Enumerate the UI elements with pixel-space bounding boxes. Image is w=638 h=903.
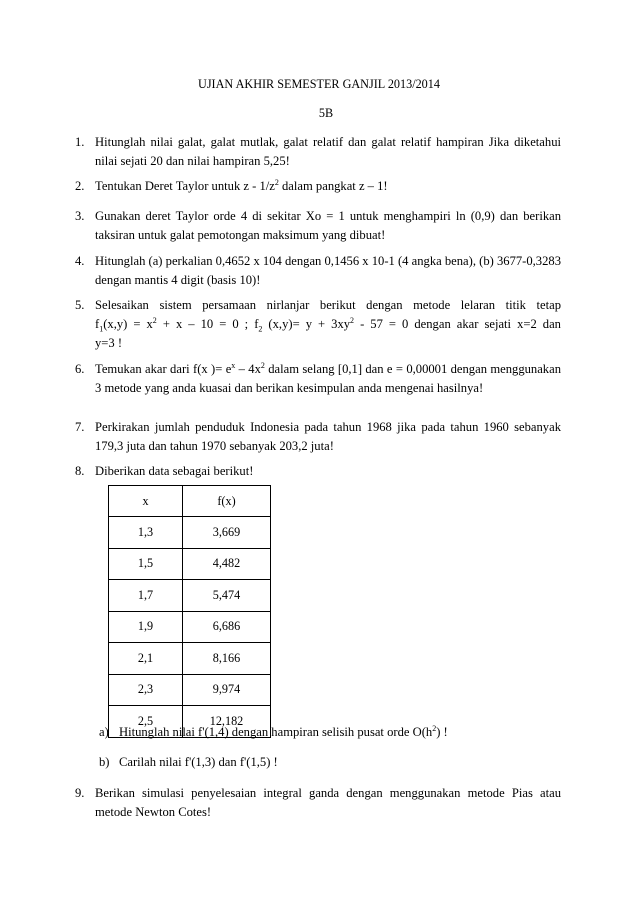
table-row (109, 580, 271, 612)
function-name: f (95, 317, 100, 331)
question-number: 8. (75, 464, 85, 478)
question-2 (75, 177, 561, 196)
exponent: 2 (350, 315, 355, 325)
question-4 (75, 252, 561, 290)
subquestion-a (99, 723, 559, 742)
question-text: Diberikan data sebagai berikut! (95, 464, 254, 478)
question-text (95, 360, 561, 398)
question-number: 7. (75, 420, 85, 434)
exponent: 2 (274, 177, 279, 187)
subquestion-letter: b) (99, 755, 110, 769)
question-text: Hitunglah (a) perkalian 0,4652 x 104 dengan 0,1456 x 10-1 (4 angka bena), (b) 3677-0,3283 dengan mantis 4 digit (basis 10)! (95, 254, 561, 287)
exam-code-text: 5B (318, 106, 334, 120)
table-row (109, 674, 271, 706)
exponent: x (231, 360, 236, 370)
question-number: 9. (75, 786, 85, 800)
cell-x: 2,3 (109, 674, 183, 706)
question-text-line: y=3 ! (95, 336, 123, 350)
cell-x: 1,7 (109, 580, 183, 612)
exponent: 2 (260, 360, 265, 370)
data-table (108, 485, 271, 738)
equation-part: (x,y)= y + 3xy (262, 317, 351, 331)
cell-fx: 9,974 (183, 674, 271, 706)
cell-x: 1,9 (109, 611, 183, 643)
cell-fx: 12,182 (183, 706, 271, 738)
cell-x: 1,3 (109, 517, 183, 549)
equation-part: + x – 10 = 0 ; f (156, 317, 259, 331)
cell-fx: 8,166 (183, 643, 271, 675)
subquestion-b (99, 753, 559, 772)
cell-fx: 5,474 (183, 580, 271, 612)
cell-x: 2,1 (109, 643, 183, 675)
question-text-part: dalam selang [0,1] dan e = 0,00001 dengan menggunakan 3 metode yang anda kuasai dan berikan kesimpulan anda mengenai hasilnya! (95, 362, 561, 395)
question-text-line: Selesaikan sistem persamaan nirlanjar berikut dengan metode lelaran titik tetap (95, 298, 561, 312)
question-3 (75, 207, 561, 245)
question-1 (75, 133, 561, 171)
subscript: 1 (99, 324, 104, 334)
subscript: 2 (258, 324, 263, 334)
table-row (109, 611, 271, 643)
question-text-part: – 4x (235, 362, 261, 376)
subquestion-text (119, 723, 559, 742)
equation-part: (x,y) = x (103, 317, 153, 331)
exponent: 2 (432, 723, 437, 733)
question-number: 4. (75, 254, 85, 268)
question-number: 5. (75, 298, 85, 312)
question-9 (75, 784, 561, 822)
question-text-part: dalam pangkat z – 1! (278, 179, 388, 193)
table-row (109, 548, 271, 580)
question-7 (75, 418, 561, 456)
question-6 (75, 360, 561, 398)
cell-x: 2,5 (109, 706, 183, 738)
question-number: 1. (75, 135, 85, 149)
column-header-fx: f(x) (183, 486, 271, 517)
subquestion-letter: a) (99, 725, 109, 739)
question-text (95, 177, 561, 196)
question-text: Berikan simulasi penyelesaian integral ganda dengan menggunakan metode Pias atau metode Newton Cotes! (95, 786, 561, 819)
question-text-part: Temukan akar dari f(x )= e (95, 362, 232, 376)
cell-fx: 3,669 (183, 517, 271, 549)
table-row (109, 517, 271, 549)
question-text: Perkirakan jumlah penduduk Indonesia pada tahun 1968 jika pada tahun 1960 sebanyak 179,3 juta dan tahun 1970 sebanyak 203,2 juta! (95, 420, 561, 453)
question-text-part: Tentukan Deret Taylor untuk z - 1/z (95, 179, 275, 193)
question-number: 3. (75, 209, 85, 223)
cell-fx: 6,686 (183, 611, 271, 643)
question-number: 2. (75, 179, 85, 193)
subquestion-text: Carilah nilai f'(1,3) dan f'(1,5) ! (119, 755, 278, 769)
exponent: 2 (152, 315, 157, 325)
exam-title: UJIAN AKHIR SEMESTER GANJIL 2013/2014 (198, 77, 440, 91)
question-5 (75, 296, 561, 353)
equation-part: - 57 = 0 dengan akar sejati x=2 dan (354, 317, 561, 331)
exam-code (0, 106, 638, 121)
cell-x: 1,5 (109, 548, 183, 580)
column-header-x: x (109, 486, 183, 517)
subquestion-text-part: ) ! (436, 725, 448, 739)
cell-fx: 4,482 (183, 548, 271, 580)
subquestion-text-part: Hitunglah nilai f'(1,4) dengan hampiran selisih pusat orde O(h (119, 725, 433, 739)
question-equations (95, 315, 561, 334)
question-8 (75, 462, 561, 481)
question-text: Hitunglah nilai galat, galat mutlak, galat relatif dan galat relatif hampiran Jika diketahui nilai sejati 20 dan nilai hampiran 5,25! (95, 135, 561, 168)
question-number: 6. (75, 362, 85, 376)
question-text: Gunakan deret Taylor orde 4 di sekitar Xo = 1 untuk menghampiri ln (0,9) dan berikan taksiran untuk galat pemotongan maksimum yang dibuat! (95, 209, 561, 242)
table-row (109, 643, 271, 675)
table-header-row (109, 486, 271, 517)
